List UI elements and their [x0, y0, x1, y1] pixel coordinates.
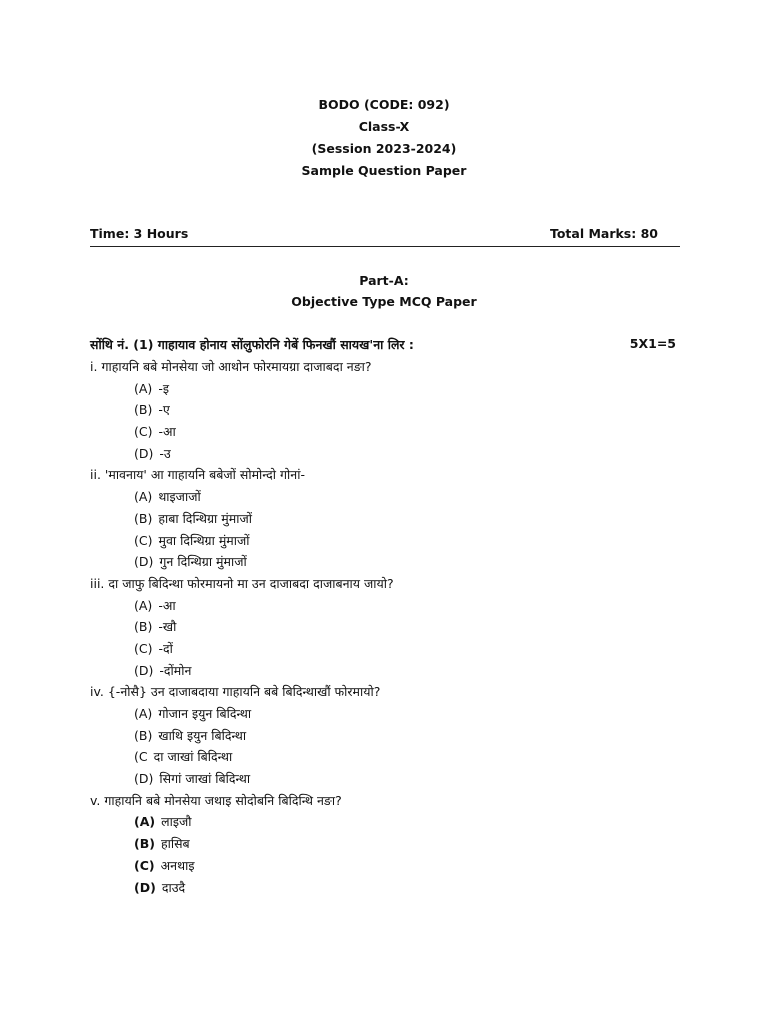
subject-code: BODO (CODE: 092) — [318, 97, 450, 112]
question-number: ii. — [90, 467, 101, 483]
answer-option — [90, 443, 680, 465]
answer-option — [90, 855, 680, 877]
part-subtitle: Objective Type MCQ Paper — [291, 294, 477, 309]
option-text: -दोंमोन — [159, 662, 192, 678]
question-body: गाहायनि बबे मोनसेया जथाइ सोदोबनि बिदिन्थि नङा? — [104, 792, 342, 808]
option-tag: (A) — [134, 597, 153, 613]
option-tag: (C) — [134, 640, 153, 656]
option-tag: (D) — [134, 879, 156, 895]
option-tag: (A) — [134, 380, 153, 396]
option-text: लाइजौ — [161, 814, 192, 830]
answer-option — [90, 638, 680, 660]
option-tag: (B) — [134, 402, 153, 418]
answer-option — [90, 508, 680, 530]
question-body: गाहायनि बबे मोनसेया जो आथोन फोरमायग्रा दाजाबदा नङा? — [101, 359, 372, 374]
option-text: सिगां जाखां बिदिन्था — [159, 771, 251, 787]
answer-option — [90, 768, 680, 790]
option-text: अनथाइ — [160, 857, 195, 873]
question-text — [90, 790, 680, 812]
option-text: दा जाखां बिदिन्था — [153, 749, 233, 765]
option-text: गोजान इयुन बिदिन्था — [158, 706, 252, 721]
question-body: 'मावनाय' आ गाहायनि बबेजों सोमोन्दो गोनां- — [104, 467, 305, 483]
option-text: हाबा दिन्थिग्रा मुंमाजों — [158, 510, 252, 526]
time-label: Time: 3 Hours — [90, 226, 189, 241]
answer-option — [90, 725, 680, 747]
section-instruction — [90, 336, 680, 354]
option-tag: (D) — [134, 445, 154, 461]
paper-header — [0, 94, 768, 182]
section-instruction-text: सोंथि नं. (1) गाहायाव होनाय सोंलुफोरनि गेबें फिनखौं सायख'ना लिर : — [90, 337, 414, 352]
question-text — [90, 681, 680, 703]
session-label: (Session 2023-2024) — [311, 141, 457, 156]
section-marks: 5X1=5 — [629, 336, 676, 351]
option-text: -दों — [158, 640, 173, 656]
answer-option — [90, 399, 680, 421]
option-tag: (D) — [134, 554, 154, 570]
total-marks-label: Total Marks: 80 — [549, 226, 658, 241]
answer-option — [90, 833, 680, 855]
option-tag: (B) — [134, 510, 153, 526]
option-text: -खौ — [158, 619, 177, 635]
answer-option — [90, 551, 680, 573]
paper-meta — [90, 226, 680, 244]
question-number: iv. — [90, 684, 104, 700]
option-tag: (B) — [134, 836, 155, 852]
option-text: हासिब — [160, 836, 190, 852]
answer-option — [90, 660, 680, 682]
option-text: -इ — [158, 380, 169, 396]
paper-type: Sample Question Paper — [301, 163, 467, 178]
option-tag: (A) — [134, 814, 156, 830]
question-number: v. — [90, 792, 101, 808]
option-tag: (B) — [134, 619, 153, 635]
option-text: -आ — [158, 424, 176, 440]
option-text: दाउदै — [161, 879, 186, 895]
answer-option — [90, 421, 680, 443]
answer-option — [90, 378, 680, 400]
question-body: दा जाफु बिदिन्था फोरमायनो मा उन दाजाबदा दाजाबनाय जायो? — [108, 575, 394, 591]
option-tag: (D) — [134, 662, 154, 678]
question-number: i. — [90, 359, 98, 374]
option-text: -आ — [158, 597, 176, 613]
option-text: -उ — [159, 445, 171, 461]
answer-option — [90, 877, 680, 899]
part-heading — [0, 270, 768, 312]
option-text: थाइजाजों — [158, 489, 201, 505]
option-tag: (A) — [134, 706, 153, 721]
part-title: Part-A: — [359, 273, 409, 288]
answer-option — [90, 746, 680, 768]
answer-option — [90, 616, 680, 638]
option-tag: (D) — [134, 771, 154, 787]
header-divider — [90, 246, 680, 247]
class-label: Class-X — [358, 119, 410, 134]
question-text — [90, 356, 680, 378]
question-body: {-नोसै} उन दाजाबदाया गाहायनि बबे बिदिन्थाखौं फोरमायो? — [107, 684, 381, 700]
question-text — [90, 464, 680, 486]
question-list — [90, 356, 680, 898]
answer-option — [90, 811, 680, 833]
answer-option — [90, 486, 680, 508]
option-tag: (B) — [134, 727, 153, 743]
option-tag: (C) — [134, 857, 155, 873]
option-text: खाथि इयुन बिदिन्था — [158, 727, 247, 743]
option-tag: (C) — [134, 424, 153, 440]
answer-option — [90, 595, 680, 617]
answer-option — [90, 703, 680, 725]
option-text: मुवा दिन्थिग्रा मुंमाजों — [158, 532, 250, 548]
option-tag: (A) — [134, 489, 153, 505]
answer-option — [90, 530, 680, 552]
option-tag: (C) — [134, 532, 153, 548]
option-text: -ए — [158, 402, 170, 418]
option-text: गुन दिन्थिग्रा मुंमाजों — [159, 554, 247, 570]
option-tag: (C — [134, 749, 148, 765]
question-text — [90, 573, 680, 595]
question-number: iii. — [90, 575, 105, 591]
